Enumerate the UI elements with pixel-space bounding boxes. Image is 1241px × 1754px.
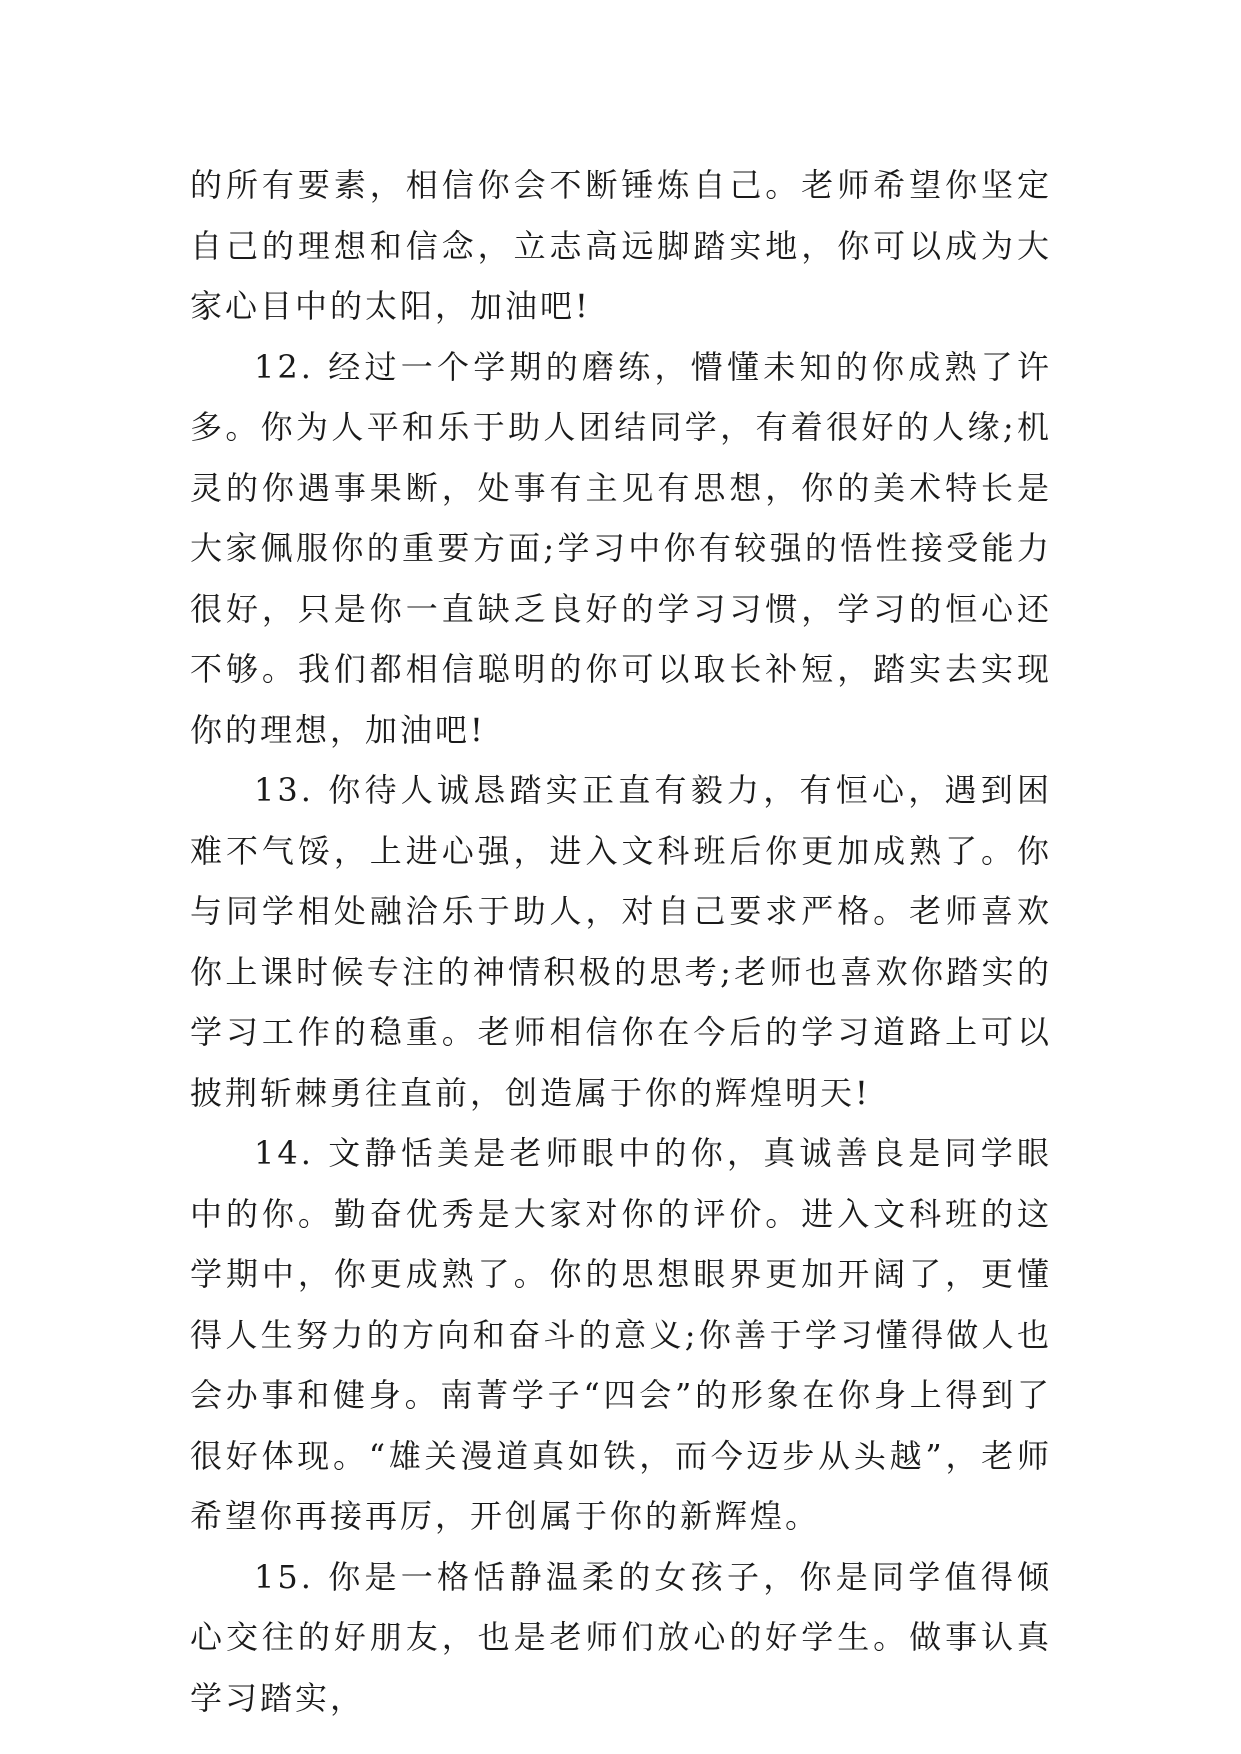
- paragraph-12: 12. 经过一个学期的磨练，懵懂未知的你成熟了许多。你为人平和乐于助人团结同学，有着很好的人缘;机灵的你遇事果断，处事有主见有思想，你的美术特长是大家佩服你的重要方面;学习中你有较强的悟性接受能力很好，只是你一直缺乏良好的学习习惯，学习的恒心还不够。我们都相信聪明的你可以取长补短，踏实去实现你的理想，加油吧!: [190, 347, 1052, 749]
- body-text: [190, 155, 1052, 1728]
- paragraph-continued: 的所有要素，相信你会不断锤炼自己。老师希望你坚定自己的理想和信念，立志高远脚踏实地，你可以成为大家心目中的太阳，加油吧!: [190, 166, 1052, 325]
- paragraph-14: 14. 文静恬美是老师眼中的你，真诚善良是同学眼中的你。勤奋优秀是大家对你的评价。进入文科班的这学期中，你更成熟了。你的思想眼界更加开阔了，更懂得人生努力的方向和奋斗的意义;你善于学习懂得做人也会办事和健身。南菁学子“四会”的形象在你身上得到了很好体现。“雄关漫道真如铁，而今迈步从头越”，老师希望你再接再厉，开创属于你的新辉煌。: [190, 1134, 1052, 1535]
- paragraph-15: 15. 你是一格恬静温柔的女孩子，你是同学值得倾心交往的好朋友，也是老师们放心的好学生。做事认真学习踏实，: [190, 1557, 1052, 1717]
- paragraph-13: 13. 你待人诚恳踏实正直有毅力，有恒心，遇到困难不气馁，上进心强，进入文科班后你更加成熟了。你与同学相处融洽乐于助人，对自己要求严格。老师喜欢你上课时候专注的神情积极的思考;老师也喜欢你踏实的学习工作的稳重。老师相信你在今后的学习道路上可以披荆斩棘勇往直前，创造属于你的辉煌明天!: [190, 771, 1052, 1112]
